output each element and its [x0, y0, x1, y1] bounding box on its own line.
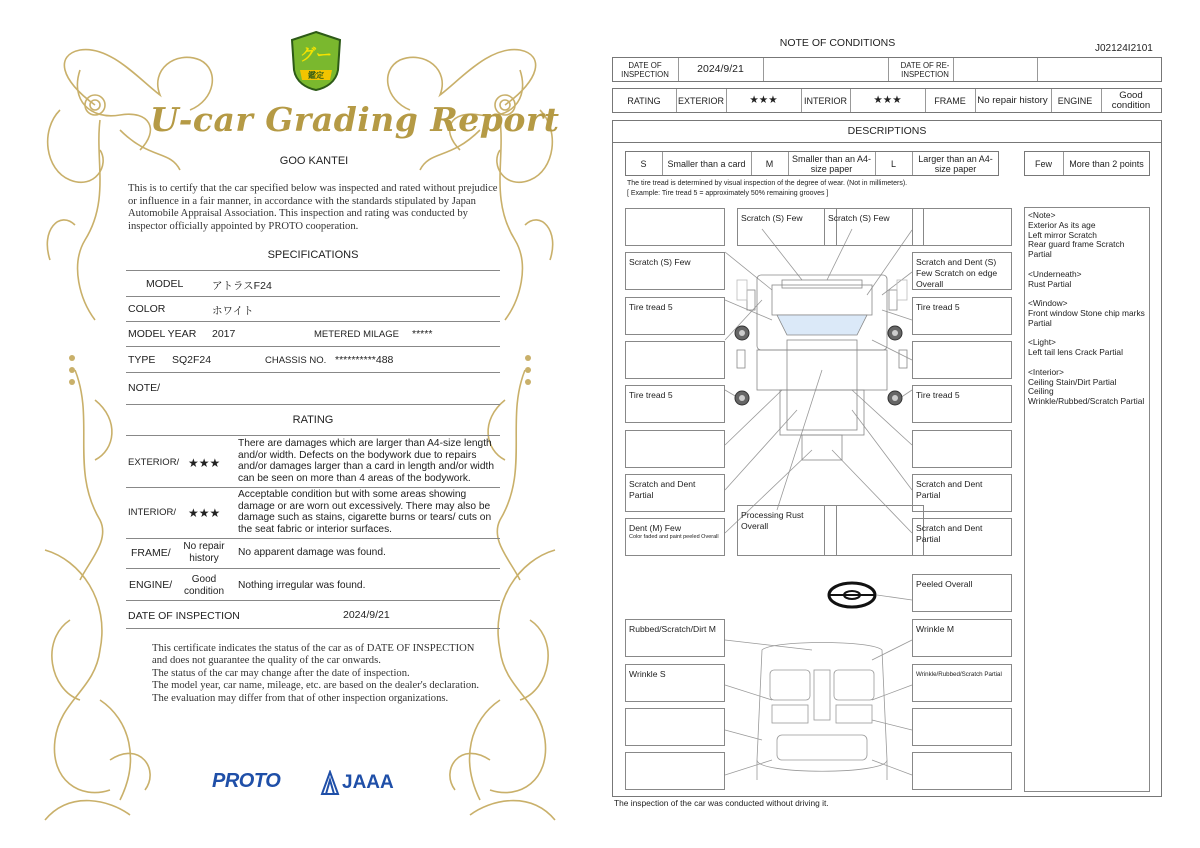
condition-box [912, 430, 1012, 468]
condition-box: Tire tread 5 [625, 297, 725, 335]
frame-description: No apparent damage was found. [238, 547, 386, 558]
condition-box: Processing Rust Overall [737, 505, 837, 556]
divider [126, 404, 500, 405]
inspection-date-value: 2024/9/21 [343, 609, 390, 621]
certification-text: This is to certify that the car specified below was inspected and rated without prejudice or influence in a fair manner, in accordance with the standards stipulated by Japan Automobile Appraisal Association. This inspection and rating was conducted by inspector officially appointed by PROTO cooperation. [128, 183, 498, 232]
condition-box [912, 708, 1012, 746]
descriptions-heading: DESCRIPTIONS [612, 120, 1162, 143]
rating-label: RATING [627, 95, 661, 106]
certificate-disclaimer [152, 643, 482, 705]
mileage-label: METERED MILAGE [314, 329, 399, 340]
condition-box [912, 208, 1012, 246]
divider [126, 628, 500, 629]
type-value: SQ2F24 [172, 354, 212, 366]
divider [126, 296, 500, 297]
interior-label: INTERIOR/ [128, 507, 177, 518]
divider [126, 346, 500, 347]
sheet-title: NOTE OF CONDITIONS [779, 37, 896, 49]
chassis-label: CHASSIS NO. [265, 355, 327, 366]
condition-box [625, 208, 725, 246]
exterior-stars: ★★★ [749, 94, 778, 106]
interior-label: INTERIOR [803, 95, 847, 106]
note-line: Rear guard frame Scratch Partial [1028, 239, 1125, 260]
frame-label: FRAME/ [131, 547, 171, 559]
condition-box: Scratch and Dent Partial [912, 518, 1012, 556]
report-subtitle: GOO KANTEI [279, 155, 349, 167]
tire-note: The tire tread is determined by visual inspection of the degree of wear. (Not in millimeters). [627, 180, 908, 187]
condition-box: Wrinkle/Rubbed/Scratch Partial [912, 664, 1012, 702]
proto-logo: PROTO [212, 770, 281, 792]
mileage-value: ***** [412, 328, 433, 340]
report-title: U-car Grading Report [150, 100, 560, 139]
condition-box: Scratch and Dent Partial [912, 474, 1012, 512]
exterior-description: There are damages which are larger than A4-size length and/or width. Defects on the bodywork due to repairs and/or damages larger than a card in length and/or width can be seen on more than 4 areas of the bodywork. [238, 438, 494, 484]
condition-box: Scratch (S) Few [625, 252, 725, 290]
condition-box [625, 752, 725, 790]
exterior-stars: ★★★ [188, 456, 221, 470]
condition-box: Wrinkle M [912, 619, 1012, 657]
condition-box [824, 505, 924, 556]
legend-m: M [765, 158, 774, 169]
condition-box: Scratch and Dent Partial [625, 474, 725, 512]
frame-value: No repair history [977, 94, 1048, 106]
condition-subtext: Color faded and paint peeled Overall [629, 534, 719, 540]
note-line: <Underneath> [1028, 268, 1082, 279]
divider [126, 538, 500, 539]
note-line: Left mirror Scratch [1028, 229, 1097, 240]
condition-box: Wrinkle S [625, 664, 725, 702]
divider [126, 487, 500, 488]
note-line: <Light> [1028, 337, 1056, 348]
disclaimer-line: This certificate indicates the status of the car as of DATE OF INSPECTION and does not guarantee the quality of the car onwards. [152, 643, 475, 667]
divider [126, 435, 500, 436]
engine-description: Nothing irregular was found. [238, 580, 366, 591]
goo-kantei-badge-icon [288, 30, 344, 92]
legend-few: Few [1034, 158, 1052, 169]
note-line: Wrinkle/Rubbed/Scratch Partial [1028, 396, 1145, 407]
document-number: J02124I2101 [1095, 43, 1153, 54]
model-year-label: MODEL YEAR [128, 328, 197, 340]
engine-label: ENGINE [1057, 95, 1093, 106]
exterior-label: EXTERIOR [677, 95, 724, 106]
sheet-footer: The inspection of the car was conducted without driving it. [614, 798, 829, 808]
note-line: <Note> [1028, 210, 1056, 220]
disclaimer-line: The status of the car may change after the date of inspection. [152, 667, 410, 679]
exterior-label: EXTERIOR/ [128, 457, 180, 468]
condition-box [625, 341, 725, 379]
divider [126, 600, 500, 601]
legend-l: L [890, 158, 896, 169]
engine-label: ENGINE/ [129, 579, 173, 591]
svg-text:グー: グー [299, 45, 333, 64]
disclaimer-line: The evaluation may differ from that of other inspection organizations. [152, 692, 449, 704]
legend-few-desc: More than 2 points [1069, 158, 1144, 169]
note-line: Exterior As its age [1028, 219, 1096, 230]
legend-l-desc: Larger than an A4-size paper [918, 153, 993, 174]
condition-box [912, 341, 1012, 379]
condition-box [625, 430, 725, 468]
note-line: Rust Partial [1028, 278, 1072, 289]
note-line: <Interior> [1028, 366, 1064, 377]
model-value: アトラスF24 [212, 280, 272, 292]
engine-value: Good condition [183, 574, 225, 597]
engine-value: Good condition [1111, 89, 1151, 111]
legend-s-desc: Smaller than a card [667, 158, 746, 169]
color-label: COLOR [128, 303, 166, 315]
condition-box: Scratch (S) Few [737, 208, 837, 246]
condition-box: Rubbed/Scratch/Dirt M [625, 619, 725, 657]
tire-example: [ Example: Tire tread 5 = approximately 50% remaining grooves ] [627, 190, 829, 197]
note-line: Ceiling [1028, 386, 1054, 397]
jaaa-logo: JAAA [342, 772, 394, 793]
condition-box: Peeled Overall [912, 574, 1012, 612]
condition-box: Tire tread 5 [912, 385, 1012, 423]
disclaimer-line: The model year, car name, mileage, etc. are based on the dealer's declaration. [152, 680, 480, 692]
note-line: <Window> [1028, 298, 1068, 309]
condition-box: Scratch and Dent (S) Few Scratch on edge Overall [912, 252, 1012, 290]
legend-s: S [640, 158, 647, 169]
note-line: Left tail lens Crack Partial [1028, 347, 1123, 358]
divider [126, 372, 500, 373]
type-label: TYPE [128, 354, 156, 366]
condition-box: Tire tread 5 [912, 297, 1012, 335]
condition-text: Dent (M) Few [629, 523, 682, 533]
inspection-date-label: DATE OF INSPECTION [621, 60, 669, 79]
condition-box [625, 518, 725, 556]
inspection-date-label: DATE OF INSPECTION [128, 610, 240, 622]
model-year-value: 2017 [212, 328, 236, 340]
reinspection-date-label: DATE OF RE-INSPECTION [900, 60, 950, 79]
color-value: ホワイト [212, 305, 254, 317]
interior-description: Acceptable condition but with some areas showing damage or are worn out excessively. There may also be damage such as stains, cigarette burns or tears/ cuts on the seat fabric or interior surfaces. [238, 489, 492, 535]
condition-box [625, 708, 725, 746]
chassis-value: **********488 [335, 354, 394, 366]
note-line: Ceiling Stain/Dirt Partial [1028, 376, 1117, 387]
frame-label: FRAME [934, 95, 966, 106]
svg-text:鑑定: 鑑定 [308, 71, 324, 80]
frame-value: No repair history [183, 541, 225, 564]
divider [126, 270, 500, 271]
divider [126, 321, 500, 322]
condition-box: Tire tread 5 [625, 385, 725, 423]
notes-panel [1024, 207, 1150, 792]
rating-heading: RATING [292, 414, 334, 426]
specifications-heading: SPECIFICATIONS [267, 249, 359, 261]
note-label: NOTE/ [128, 382, 161, 394]
divider [126, 568, 500, 569]
inspection-date-value: 2024/9/21 [697, 63, 744, 75]
condition-box [912, 752, 1012, 790]
condition-box: Scratch (S) Few [824, 208, 924, 246]
interior-stars: ★★★ [188, 506, 221, 520]
note-line: Front window Stone chip marks Partial [1028, 307, 1145, 328]
legend-m-desc: Smaller than an A4-size paper [791, 153, 872, 174]
interior-stars: ★★★ [873, 94, 902, 106]
model-label: MODEL [146, 278, 184, 290]
jaaa-logo-icon [320, 770, 340, 796]
